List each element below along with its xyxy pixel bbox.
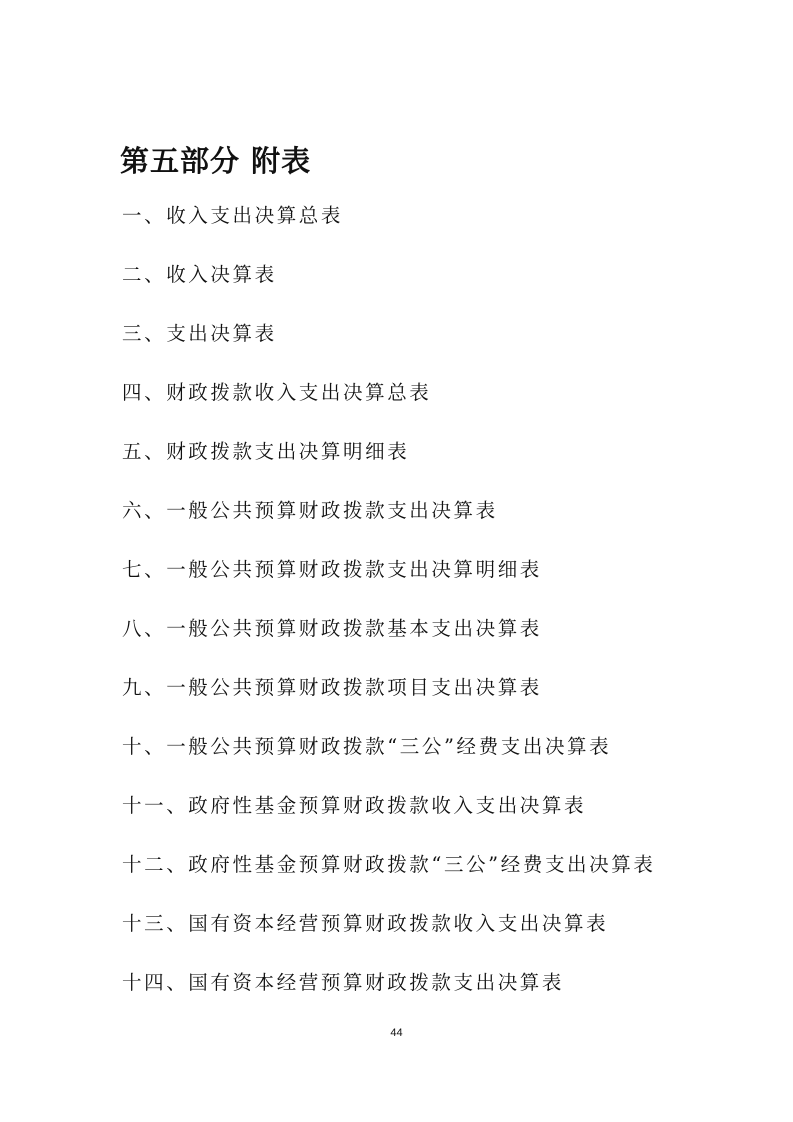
list-item: 六、一般公共预算财政拨款支出决算表 [122, 499, 498, 522]
list-item: 九、一般公共预算财政拨款项目支出决算表 [122, 676, 542, 699]
list-item: 十四、国有资本经营预算财政拨款支出决算表 [122, 971, 565, 994]
list-item: 三、支出决算表 [122, 322, 277, 345]
section-title: 第五部分 附表 [120, 144, 312, 178]
list-item: 一、收入支出决算总表 [122, 204, 344, 227]
list-item: 八、一般公共预算财政拨款基本支出决算表 [122, 617, 542, 640]
list-item: 五、财政拨款支出决算明细表 [122, 440, 410, 463]
list-item: 四、财政拨款收入支出决算总表 [122, 381, 432, 404]
list-item: 十三、国有资本经营预算财政拨款收入支出决算表 [122, 912, 609, 935]
list-item: 十、一般公共预算财政拨款“三公”经费支出决算表 [122, 735, 612, 758]
list-item: 七、一般公共预算财政拨款支出决算明细表 [122, 558, 542, 581]
list-item: 十一、政府性基金预算财政拨款收入支出决算表 [122, 794, 587, 817]
list-item: 十二、政府性基金预算财政拨款“三公”经费支出决算表 [122, 853, 656, 876]
page-number: 44 [390, 1027, 403, 1039]
appendix-table-list [122, 200, 742, 1026]
list-item: 二、收入决算表 [122, 263, 277, 286]
